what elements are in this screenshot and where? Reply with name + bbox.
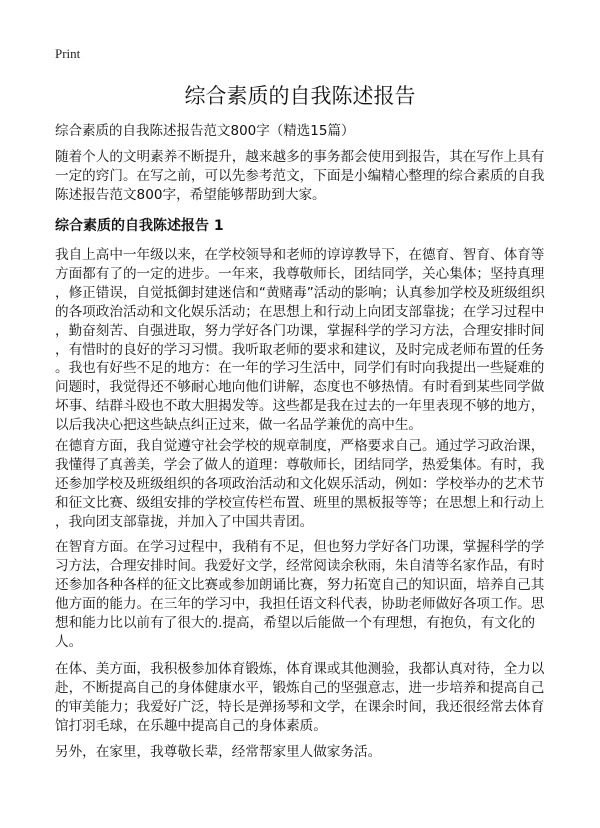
text-line: 的审美能力；我爱好广泛，特长是弹扬琴和文学，在课余时间，我还很经常去体育	[55, 698, 545, 715]
text-line: 坏事、结群斗殴也不敢大胆揭发等。这些都是我在过去的一年里表现不够的地方，	[55, 398, 545, 415]
text-line: 还参加学校及班级组织的各项政治活动和文化娱乐活动，例如：学校举办的艺术节	[55, 475, 545, 492]
body-paragraph-5	[55, 743, 555, 762]
intro-paragraph	[55, 148, 555, 205]
text-line: 他方面的能力。在三年的学习中，我担任语文科代表，协助老师做好各项工作。思	[55, 595, 545, 612]
text-line: 的各项政治活动和文化娱乐活动；在思想上和行动上向团支部靠拢；在学习过程中	[55, 303, 545, 320]
text-line: ，有惜时的良好的学习习惯。我听取老师的要求和建议，及时完成老师布置的任务	[55, 341, 545, 358]
body-paragraph-4	[55, 660, 555, 736]
text-line: 和征文比赛、级组安排的学校宣传栏布置、班里的黑板报等等；在思想上和行动上	[55, 494, 545, 511]
text-line: 以后我决心把这些缺点纠正过来，做一名品学兼优的高中生。	[55, 417, 423, 434]
text-line: ，我向团支部靠拢，并加入了中国共青团。	[55, 513, 314, 530]
text-line: 随着个人的文明素养不断提升，越来越多的事务都会使用到报告，其在写作上具有	[55, 149, 545, 165]
text-line: 想和能力比以前有了很大的.提高，希望以后能做一个有理想，有抱负，有文化的	[55, 614, 536, 631]
body-paragraph-2	[55, 437, 555, 532]
text-line: 另外，在家里，我尊敬长辈，经常帮家里人做家务活。	[55, 744, 382, 760]
text-line: 在体、美方面，我积极参加体育锻炼，体育课或其他测验，我都认真对待，全力以	[55, 661, 545, 677]
text-line: 一定的窍门。在写之前，可以先参考范文，下面是小编精心整理的综合素质的自我	[55, 167, 545, 184]
body-paragraph-3	[55, 538, 555, 651]
subtitle: 综合素质的自我陈述报告范文800字（精选15篇）	[55, 123, 355, 139]
text-line: 在智育方面。在学习过程中，我稍有不足，但也努力学好各门功课，掌握科学的学	[55, 539, 545, 555]
text-line: 人。	[55, 633, 83, 650]
print-link[interactable]: Print	[55, 46, 81, 61]
page-title: 综合素质的自我陈述报告	[184, 84, 416, 108]
text-line: 馆打羽毛球，在乐趣中提高自己的身体素质。	[55, 717, 327, 734]
text-line: 我懂得了真善美，学会了做人的道理：尊敬师长，团结同学，热爱集体。有时，我	[55, 456, 545, 473]
section-heading: 综合素质的自我陈述报告 1	[55, 218, 224, 234]
text-line: 我自上高中一年级以来，在学校领导和老师的谆谆教导下，在德育、智育、体育等	[55, 247, 545, 263]
text-line: 在德育方面，我自觉遵守社会学校的规章制度，严格要求自己。通过学习政治课，	[55, 438, 545, 454]
text-line: 还参加各种各样的征文比赛或参加朗诵比赛，努力拓宽自己的知识面，培养自己其	[55, 576, 545, 593]
text-line: ，修正错误，自觉抵御封建迷信和“黄赌毒”活动的影响；认真参加学校及班级组织	[55, 284, 545, 301]
text-line: ，勤奋刻苦、自强进取，努力学好各门功课，掌握科学的学习方法，合理安排时间	[55, 322, 545, 339]
text-line: 问题时，我觉得还不够耐心地向他们讲解，态度也不够热情。有时看到某些同学做	[55, 379, 545, 396]
text-line: 赴，不断提高自己的身体健康水平，锻炼自己的坚强意志，进一步培养和提高自己	[55, 679, 545, 696]
text-line: 陈述报告范文800字，希望能够帮助到大家。	[55, 186, 326, 203]
text-line: 。我也有好些不足的地方：在一年的学习生活中，同学们有时向我提出一些疑难的	[55, 360, 545, 377]
text-line: 习方法，合理安排时间。我爱好文学，经常阅读余秋雨，朱自清等名家作品，有时	[55, 557, 545, 574]
text-line: 方面都有了的一定的进步。一年来，我尊敬师长，团结同学，关心集体；坚持真理	[55, 265, 545, 282]
body-paragraph-1	[55, 246, 555, 435]
